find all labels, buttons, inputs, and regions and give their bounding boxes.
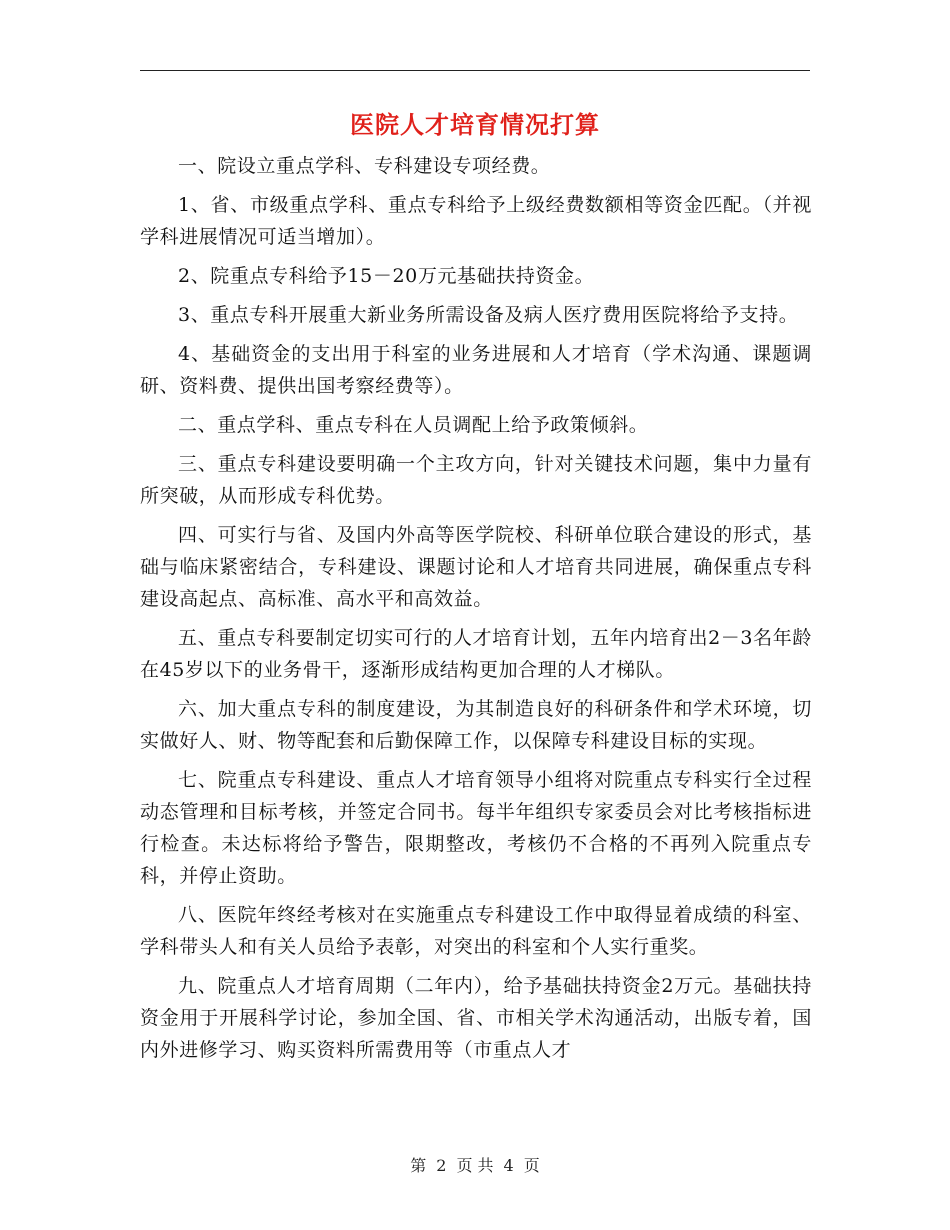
page-total: 4 <box>503 1156 514 1175</box>
paragraph-7: 三、重点专科建设要明确一个主攻方向，针对关键技术问题，集中力量有所突破，从而形成专科优势。 <box>140 453 812 507</box>
paragraph-10: 六、加大重点专科的制度建设，为其制造良好的科研条件和学术环境，切实做好人、财、物等配套和后勤保障工作，以保障专科建设目标的实现。 <box>140 698 812 752</box>
paragraph-11: 七、院重点专科建设、重点人才培育领导小组将对院重点专科实行全过程动态管理和目标考核，并签定合同书。每半年组织专家委员会对比考核指标进行检查。未达标将给予警告，限期整改，考核仍不合格的不再列入院重点专科，并停止资助。 <box>140 769 812 887</box>
header-rule <box>140 70 810 71</box>
page-number: 2 <box>436 1156 447 1175</box>
footer-suffix: 页 <box>523 1156 540 1175</box>
document-title: 医院人才培育情况打算 <box>350 110 600 139</box>
paragraph-3: 2、院重点专科给予15－20万元基础扶持资金。 <box>178 265 595 287</box>
footer-prefix: 第 <box>410 1156 427 1175</box>
document-body <box>140 150 812 1066</box>
paragraph-6: 二、重点学科、重点专科在人员调配上给予政策倾斜。 <box>178 414 649 436</box>
paragraph-2: 1、省、市级重点学科、重点专科给予上级经费数额相等资金匹配。（并视学科进展情况可适当增加）。 <box>140 194 812 248</box>
footer-middle: 页 共 <box>456 1156 494 1175</box>
paragraph-8: 四、可实行与省、及国内外高等医学院校、科研单位联合建设的形式，基础与临床紧密结合，专科建设、课题讨论和人才培育共同进展，确保重点专科建设高起点、高标准、高水平和高效益。 <box>140 524 812 610</box>
paragraph-4: 3、重点专科开展重大新业务所需设备及病人医疗费用医院将给予支持。 <box>178 304 799 326</box>
paragraph-5: 4、基础资金的支出用于科室的业务进展和人才培育（学术沟通、课题调研、资料费、提供出国考察经费等）。 <box>140 343 812 397</box>
paragraph-1: 一、院设立重点学科、专科建设专项经费。 <box>178 155 551 177</box>
paragraph-9: 五、重点专科要制定切实可行的人才培育计划，五年内培育出2－3名年龄在45岁以下的业务骨干，逐渐形成结构更加合理的人才梯队。 <box>140 627 812 681</box>
page-footer <box>0 1154 950 1178</box>
paragraph-12: 八、医院年终经考核对在实施重点专科建设工作中取得显着成绩的科室、学科带头人和有关人员给予表彰，对突出的科室和个人实行重奖。 <box>140 904 812 958</box>
paragraph-13: 九、院重点人才培育周期（二年内），给予基础扶持资金2万元。基础扶持资金用于开展科学讨论，参加全国、省、市相关学术沟通活动，出版专着，国内外进修学习、购买资料所需费用等（市重点人才 <box>140 975 812 1061</box>
